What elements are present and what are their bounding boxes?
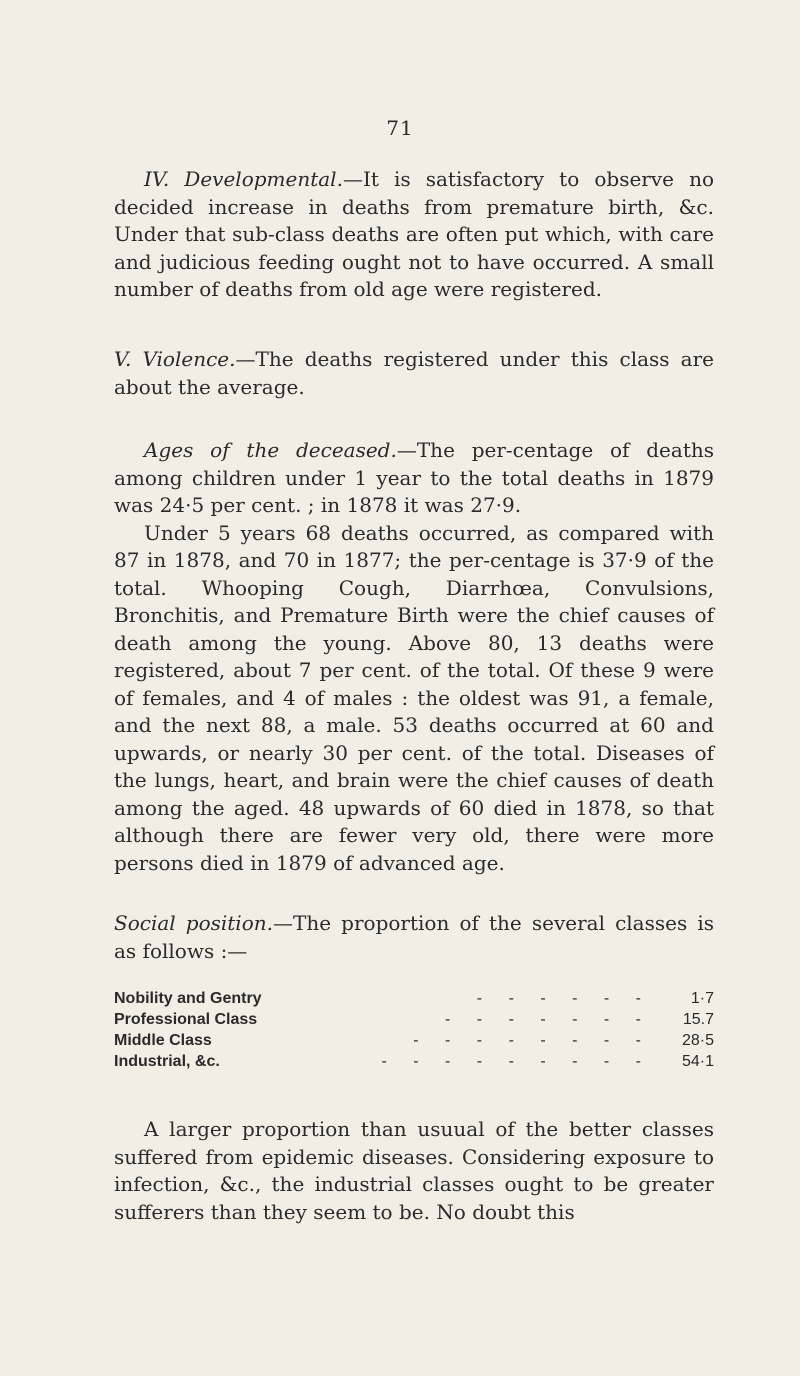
violence-text: —The deaths registered under this class are about the average. (114, 347, 714, 399)
developmental-section (114, 166, 714, 304)
class-proportion-table (114, 990, 714, 1074)
ages-section (114, 437, 714, 877)
violence-section (114, 346, 714, 401)
row-leader: - - - - - - - - - (381, 1053, 652, 1070)
row-leader: - - - - - - - (445, 1011, 652, 1028)
table-row (114, 1053, 714, 1074)
row-value: 1·7 (690, 990, 714, 1007)
ages-heading: Ages of the deceased. (144, 438, 397, 462)
violence-heading: V. Violence. (114, 347, 236, 371)
row-value: 54·1 (681, 1053, 714, 1070)
larger-proportion-text: A larger proportion than usuual of the better classes suffered from epidemic diseases. Considering exposure to infection, &c., the industrial classes ought to be greater sufferers than they seem to be. No doubt this (114, 1117, 714, 1224)
developmental-text: —It is satisfactory to observe no decided increase in deaths from premature birth, &c. Under that sub-class deaths are often put which, with care and judicious feeding ought not to have occurred. A small number of deaths from old age were registered. (114, 167, 714, 301)
row-label: Middle Class (114, 1032, 212, 1049)
larger-proportion-section (114, 1116, 714, 1226)
social-heading: Social position. (114, 911, 273, 935)
row-value: 15.7 (682, 1011, 714, 1028)
table-row (114, 990, 714, 1011)
ages-text-1: —The per-centage of deaths among children under 1 year to the total deaths in 1879 was 24·5 per cent. ; in 1878 it was 27·9. (114, 438, 714, 517)
page-number: 71 (386, 116, 414, 140)
table-row (114, 1032, 714, 1053)
row-label: Professional Class (114, 1011, 258, 1028)
social-text: —The proportion of the several classes is as follows :— (114, 911, 714, 963)
row-label: Industrial, &c. (114, 1053, 220, 1070)
row-value: 28·5 (681, 1032, 714, 1049)
row-label: Nobility and Gentry (114, 990, 262, 1007)
social-section (114, 910, 714, 965)
row-leader: - - - - - - (476, 990, 652, 1007)
row-leader: - - - - - - - - (413, 1032, 652, 1049)
table-row (114, 1011, 714, 1032)
ages-text-2: Under 5 years 68 deaths occurred, as compared with 87 in 1878, and 70 in 1877; the per-centage is 37·9 of the total. Whooping Cough, Diarrhœa, Convulsions, Bronchitis, and Premature Birth were the chief causes of death among the young. Above 80, 13 deaths were registered, about 7 per cent. of the total. Of these 9 were of females, and 4 of males : the oldest was 91, a female, and the next 88, a male. 53 deaths occurred at 60 and upwards, or nearly 30 per cent. of the total. Diseases of the lungs, heart, and brain were the chief causes of death among the aged. 48 upwards of 60 died in 1878, so that although there are fewer very old, there were more persons died in 1879 of advanced age. (114, 520, 714, 875)
developmental-heading: IV. Developmental. (144, 167, 343, 191)
